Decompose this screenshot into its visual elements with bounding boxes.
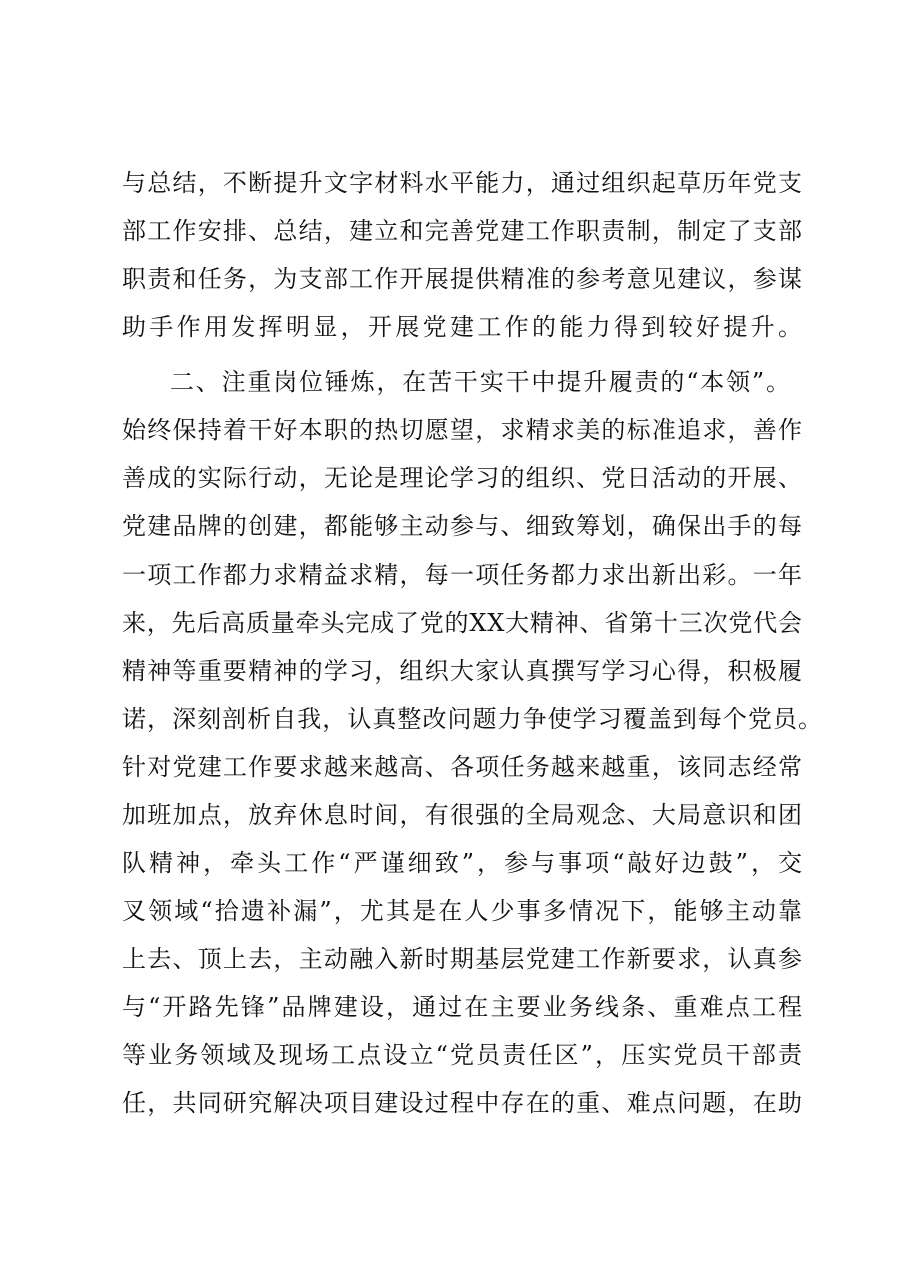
paragraph-line: 队精神，牵头工作“严谨细致”，参与事项“敲好边鼓”，交 <box>122 849 806 877</box>
paragraph-line: 善成的实际行动，无论是理论学习的组织、党日活动的开展、 <box>122 464 804 492</box>
paragraph-line: 党建品牌的创建，都能够主动参与、细致筹划，确保出手的每 <box>122 512 804 540</box>
paragraph-line: 部工作安排、总结，建立和完善党建工作职责制，制定了支部 <box>122 217 804 245</box>
paragraph-line: 诺，深刻剖析自我，认真整改问题力争使学习覆盖到每个党员。 <box>122 705 824 733</box>
paragraph-line: 任，共同研究解决项目建设过程中存在的重、难点问题，在助 <box>122 1089 804 1117</box>
paragraph-line: 加班加点，放弃休息时间，有很强的全局观念、大局意识和团 <box>122 801 804 829</box>
paragraph-line: 与总结，不断提升文字材料水平能力，通过组织起草历年党支 <box>122 169 804 197</box>
paragraph-line: 与“开路先锋”品牌建设，通过在主要业务线条、重难点工程 <box>122 993 805 1021</box>
paragraph-line: 一项工作都力求精益求精，每一项任务都力求出新出彩。一年 <box>122 561 804 589</box>
paragraph-line: 职责和任务，为支部工作开展提供精准的参考意见建议，参谋 <box>122 265 804 293</box>
paragraph-line: 精神等重要精神的学习，组织大家认真撰写学习心得，积极履 <box>122 657 804 685</box>
paragraph-line: 上去、顶上去，主动融入新时期基层党建工作新要求，认真参 <box>122 945 804 973</box>
paragraph-line: 助手作用发挥明显，开展党建工作的能力得到较好提升。 <box>122 313 806 341</box>
paragraph-line: 等业务领域及现场工点设立“党员责任区”，压实党员干部责 <box>122 1041 805 1069</box>
paragraph-line: 叉领域“拾遗补漏”，尤其是在人少事多情况下，能够主动靠 <box>122 897 805 925</box>
paragraph-line: 来，先后高质量牵头完成了党的XX大精神、省第十三次党代会 <box>122 609 803 637</box>
section-heading: 二、注重岗位锤炼，在苦干实干中提升履责的“本领”。 <box>170 368 792 396</box>
paragraph-line: 针对党建工作要求越来越高、各项任务越来越重，该同志经常 <box>122 753 804 781</box>
paragraph-line: 始终保持着干好本职的热切愿望，求精求美的标准追求，善作 <box>122 416 804 444</box>
